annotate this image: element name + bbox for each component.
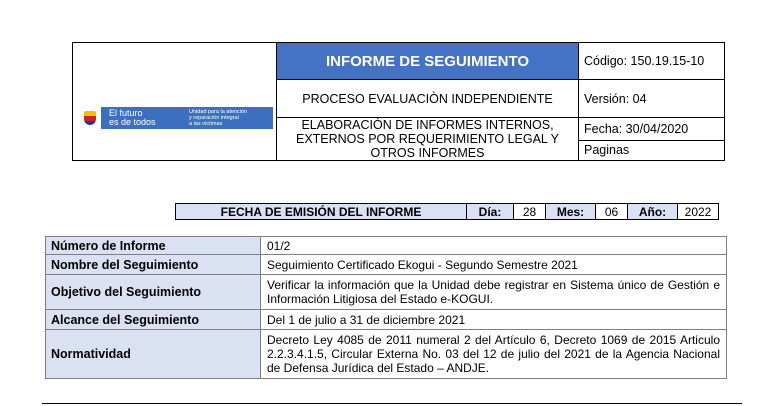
document-header bbox=[72, 42, 725, 161]
codigo-field: Código: 150.19.15-10 bbox=[579, 43, 725, 80]
row-label: Alcance del Seguimiento bbox=[46, 310, 261, 330]
row-value: Decreto Ley 4085 de 2011 numeral 2 del Artículo 6, Decreto 1069 de 2015 Articulo 2.2.3.4.1.5, Circular Externa No. 03 del 12 de julio del 2021 de la Agencia Nacional de Defensa Jurídica del Estado – ANDJE. bbox=[261, 330, 727, 379]
coat-of-arms-icon bbox=[79, 107, 101, 129]
logo-cell bbox=[73, 43, 277, 161]
logo-sub-text: Unidad para la atención y reparación integral a las víctimas bbox=[189, 109, 248, 127]
table-row bbox=[46, 255, 727, 275]
table-row bbox=[46, 330, 727, 379]
row-value: Del 1 de julio a 31 de diciembre 2021 bbox=[261, 310, 727, 330]
row-label: Normatividad bbox=[46, 330, 261, 379]
row-value: Seguimiento Certificado Ekogui - Segundo Semestre 2021 bbox=[261, 255, 727, 275]
process-description: ELABORACIÓN DE INFORMES INTERNOS, EXTERNOS POR REQUERIMIENTO LEGAL Y OTROS INFORMES bbox=[277, 118, 579, 161]
fecha-field: Fecha: 30/04/2020 bbox=[579, 118, 725, 141]
anio-label: Año: bbox=[628, 204, 678, 220]
row-label: Objetivo del Seguimiento bbox=[46, 275, 261, 310]
anio-value: 2022 bbox=[678, 204, 719, 220]
process-name: PROCESO EVALUACIÒN INDEPENDIENTE bbox=[277, 80, 579, 118]
document-title: INFORME DE SEGUIMIENTO bbox=[277, 43, 579, 80]
table-row bbox=[46, 275, 727, 310]
fecha-emision-label: FECHA DE EMISIÓN DEL INFORME bbox=[176, 204, 467, 220]
dia-value: 28 bbox=[514, 204, 546, 220]
row-value: 01/2 bbox=[261, 237, 727, 255]
table-row bbox=[46, 310, 727, 330]
seguimiento-info-table bbox=[45, 236, 727, 379]
mes-label: Mes: bbox=[546, 204, 596, 220]
version-field: Versión: 04 bbox=[579, 80, 725, 118]
table-row bbox=[46, 237, 727, 255]
row-value: Verificar la información que la Unidad debe registrar en Sistema único de Gestión e Información Litigiosa del Estado e-KOGUI. bbox=[261, 275, 727, 310]
divider bbox=[42, 403, 742, 404]
dia-label: Día: bbox=[467, 204, 514, 220]
fecha-emision-row bbox=[175, 203, 719, 220]
unidad-victimas-logo bbox=[79, 107, 273, 129]
paginas-field: Paginas bbox=[579, 140, 725, 160]
mes-value: 06 bbox=[596, 204, 628, 220]
row-label: Nombre del Seguimiento bbox=[46, 255, 261, 275]
logo-main-text: El futuro es de todos bbox=[109, 108, 156, 127]
row-label: Número de Informe bbox=[46, 237, 261, 255]
